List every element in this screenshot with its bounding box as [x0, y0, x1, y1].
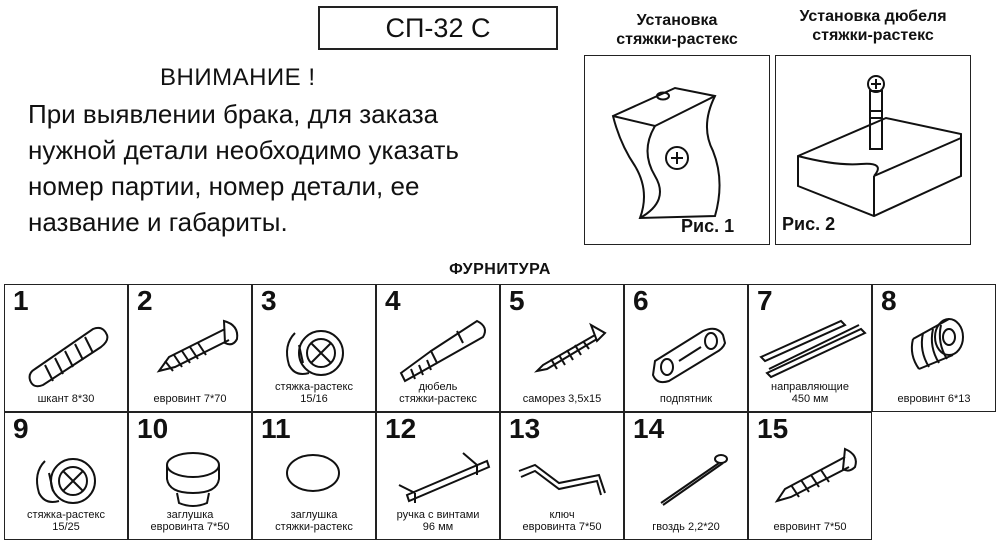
hardware-heading: ФУРНИТУРА: [449, 261, 551, 278]
item-number: 4: [385, 285, 401, 316]
item-caption: [129, 509, 251, 533]
hardware-item-11: [252, 412, 376, 540]
product-code: СП-32 С: [318, 6, 558, 50]
caption-line: гвоздь 2,2*20: [652, 521, 720, 533]
hardware-item-6: [624, 284, 748, 412]
hardware-item-1: [4, 284, 128, 412]
figure-1-title: [584, 11, 770, 49]
item-number: 6: [633, 285, 649, 316]
item-number: 8: [881, 285, 897, 316]
item-number: 9: [13, 413, 29, 444]
item-caption: [625, 393, 747, 405]
item-caption: [749, 381, 871, 405]
caption-line: евровинта 7*50: [150, 521, 230, 533]
item-caption: [873, 393, 995, 405]
caption-line: направляющие: [771, 381, 849, 393]
figure-1-title-line: Установка: [636, 12, 718, 29]
caption-line: евровинт 6*13: [897, 393, 971, 405]
hardware-item-10: [128, 412, 252, 540]
caption-line: евровинт 7*70: [153, 393, 227, 405]
item-caption: [625, 521, 747, 533]
figure-2-title-line: Установка дюбеля: [799, 8, 947, 25]
notice-line: При выявлении брака, для заказа: [28, 99, 439, 129]
hardware-item-7: [748, 284, 872, 412]
hardware-item-3: [252, 284, 376, 412]
caption-line: стяжки-растекс: [399, 393, 477, 405]
caption-line: заглушка: [290, 509, 338, 521]
caption-line: подпятник: [659, 393, 713, 405]
item-number: 13: [509, 413, 541, 444]
item-number: 2: [137, 285, 153, 316]
item-caption: [377, 381, 499, 405]
caption-line: стяжка-растекс: [275, 381, 353, 393]
item-number: 14: [633, 413, 665, 444]
figure-1-label: Рис. 1: [681, 216, 735, 236]
item-caption: [501, 393, 623, 405]
figure-1-title-line: стяжки-растекс: [616, 31, 738, 48]
item-caption: [501, 509, 623, 533]
item-caption: [253, 509, 375, 533]
figure-2-title-line: стяжки-растекс: [812, 27, 934, 44]
item-caption: [377, 509, 499, 533]
caption-line: заглушка: [166, 509, 214, 521]
hardware-item-2: [128, 284, 252, 412]
hardware-item-8: [872, 284, 996, 412]
hardware-item-5: [500, 284, 624, 412]
hardware-item-12: [376, 412, 500, 540]
caption-line: дюбель: [418, 381, 458, 393]
figure-2-label: Рис. 2: [782, 214, 836, 234]
hardware-item-14: [624, 412, 748, 540]
item-number: 12: [385, 413, 417, 444]
caption-line: шкант 8*30: [37, 393, 95, 405]
caption-line: ручка с винтами: [396, 509, 480, 521]
caption-line: евровинт 7*50: [773, 521, 847, 533]
item-number: 3: [261, 285, 277, 316]
item-number: 7: [757, 285, 773, 316]
caption-line: 450 мм: [791, 393, 829, 405]
hardware-item-13: [500, 412, 624, 540]
item-number: 5: [509, 285, 525, 316]
notice-text: [28, 96, 568, 240]
item-caption: [253, 381, 375, 405]
item-number: 10: [137, 413, 169, 444]
item-caption: [749, 521, 871, 533]
item-number: 15: [757, 413, 789, 444]
item-number: 1: [13, 285, 29, 316]
caption-line: 15/25: [52, 521, 80, 533]
caption-line: ключ: [549, 509, 575, 521]
notice-line: номер партии, номер детали, ее: [28, 171, 420, 201]
item-number: 11: [261, 413, 291, 444]
caption-line: 15/16: [300, 393, 328, 405]
caption-line: стяжка-растекс: [27, 509, 105, 521]
figure-1: [584, 55, 770, 245]
caption-line: стяжки-растекс: [275, 521, 353, 533]
item-caption: [5, 393, 127, 405]
item-caption: [5, 509, 127, 533]
hardware-item-15: [748, 412, 872, 540]
figure-2-title: [778, 7, 968, 45]
cam-lock-installation-icon: [585, 56, 769, 244]
notice-line: название и габариты.: [28, 207, 288, 237]
hardware-item-4: [376, 284, 500, 412]
caption-line: 96 мм: [422, 521, 454, 533]
item-caption: [129, 393, 251, 405]
caption-line: саморез 3,5x15: [522, 393, 602, 405]
notice-line: нужной детали необходимо указать: [28, 135, 459, 165]
caption-line: евровинта 7*50: [522, 521, 602, 533]
hardware-item-9: [4, 412, 128, 540]
attention-heading: ВНИМАНИЕ !: [160, 64, 316, 91]
figure-2: [775, 55, 971, 245]
